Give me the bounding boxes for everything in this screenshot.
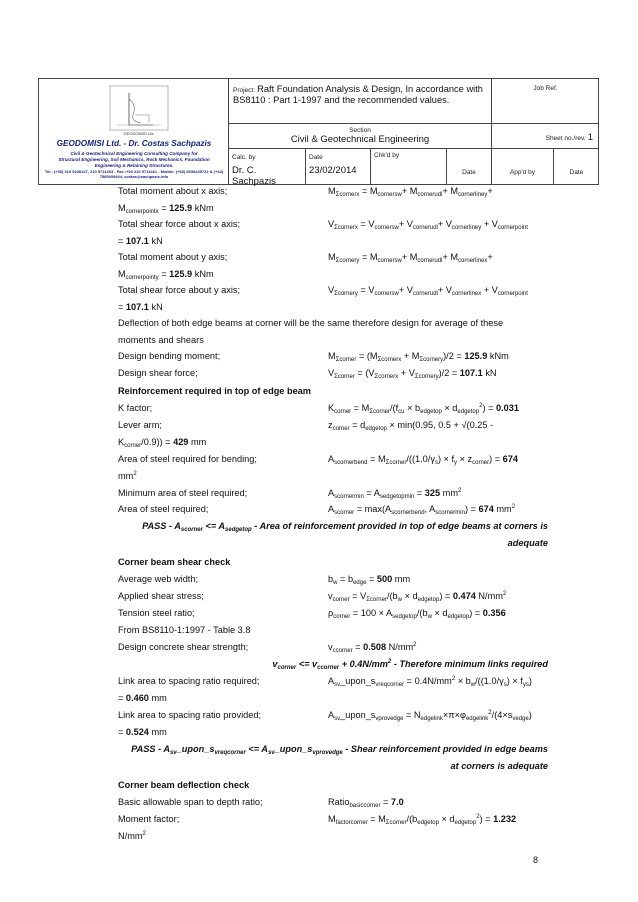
calc-line: moments and shears [118,335,204,345]
calc-line: Design bending moment; [118,351,221,361]
calc-line: $M_{\Sigma cornerx} = M_{cornersw}+ M_{cornerudl}+ M_{cornerliney}+$ [328,186,493,198]
sheet-value: 1 [587,132,593,143]
section-heading: Corner beam deflection check [118,780,250,790]
project-label: Project: [233,87,256,94]
section-heading: Reinforcement required in top of edge beam [118,386,311,396]
section-label: Section [349,127,371,134]
calc-line: Area of steel required; [118,504,209,514]
calc-line: = 0.524 mm [118,727,167,737]
company-description [39,151,229,170]
job-ref-label: Job Ref. [533,85,558,92]
calc-line: Lever arm; [118,420,162,430]
pass-statement: at corners is adequate [450,761,548,771]
calc-line: Link area to spacing ratio required; [118,676,260,686]
calc-line: $V_{\Sigma cornerx} = V_{cornersw}+ V_{cornerudl}+ V_{cornerliney} + V_{cornerpoint}$ [328,219,528,231]
date2-cell [447,149,492,185]
calc-line: Moment factor; [118,814,180,824]
calc-line: $K_{corner} = M_{\Sigma corner}/(f_{cu} \times b_{edgetop} \times d_{edgetop}^2) = 0.031$ [328,403,519,415]
calc-line: K factor; [118,403,153,413]
calc-by-label: Calc. by [232,154,256,161]
logo-caption: GEODOMISI Ltd. [123,131,155,136]
calc-line: $N/mm^2$ [118,831,146,841]
approved-by-cell [492,149,554,185]
project-cell [229,79,492,124]
calc-line: From BS8110-1:1997 - Table 3.8 [118,625,251,635]
checked-by-label: Chk'd by [374,152,400,159]
date2-label: Date [462,169,476,176]
calc-line: $v_{corner} = V_{\Sigma corner}/(b_w \times d_{edgetop}) = 0.474$ $N/mm^2$ [328,591,507,603]
sheet-cell [492,124,599,149]
calc-line: Ratio$_{basiccorner}$ = 7.0 [328,797,404,809]
company-sub-line3: Engineering & Retaining Structures. [94,163,174,169]
calc-by-cell [229,149,306,185]
calc-line: Design concrete shear strength; [118,642,249,652]
calc-line: $A_{scorner} = \max(A_{scornerbend}$, $A_{scornermin}) = 674$ $mm^2$ [328,504,516,516]
calc-line: Total moment about y axis; [118,252,228,262]
company-sub-line1: Civil & Geotechnical Engineering Consulting Company for [70,151,198,156]
calc-line: $b_w = b_{edge} = 500$ mm [328,574,411,586]
section-value: Civil & Geotechnical Engineering [290,134,430,145]
calc-line: $K_{corner}/0.9)) = 429$ mm [118,437,207,449]
calc-line: Total moment about x axis; [118,186,228,196]
pass-statement: PASS - $A_{sv}\_upon\_s_{vreqcorner}$ <= $A_{sv}\_upon\_s_{vprovedge}$ - Shear reinforcement provided in edge beams [131,744,548,756]
calc-line: Deflection of both edge beams at corner will be the same therefore design for average of these [118,318,504,328]
calc-line: $M_{cornerpointy} = 125.9$ kNm [118,269,214,281]
checked-by-cell [371,149,447,185]
date-label: Date [309,154,323,161]
calc-line: $V_{\Sigma corner} = (V_{\Sigma cornerx} + V_{\Sigma cornery})/2 = 107.1$ kN [328,368,497,380]
calc-line: Total shear force about y axis; [118,285,241,295]
company-contact: Tel.: (+30) 210 5238127, 210 5711263 - Fax.:+30 210 5711461 - Mobile: (+30) 6936425722 & (+44) 7585939944, costas@sachpazis.info [44,169,224,180]
project-value: Raft Foundation Analysis & Design, In accordance with BS8110 : Part 1-1997 and the recommended values. [233,84,483,105]
section-cell [229,124,492,149]
date3-label: Date [569,169,584,176]
calc-line: $M_{factorcorner} = M_{\Sigma corner}/(b_{edgetop} \times d_{edgetop}^2) = 1.232$ [328,814,517,826]
calc-line: $\rho_{corner} = 100 \times A_{sedgetop}/(b_w \times d_{edgetop}) = 0.356$ [328,608,506,620]
calc-line: = 107.1 kN [118,302,163,312]
calc-line: = 0.460 mm [118,693,167,703]
date3-cell [554,149,599,185]
calc-line: Link area to spacing ratio provided; [118,710,262,720]
company-sub-line2: Structural Engineering, Soil Mechanics, Rock Mechanics, Foundation [58,157,210,163]
page-number: 8 [533,855,539,865]
calc-line: $mm^2$ [118,471,137,481]
calc-line: Minimum area of steel required; [118,488,248,498]
calc-line: $z_{corner} = d_{edgetop} \times \min(0.95$, 0.5 + √(0.25 - [328,420,494,432]
calc-line: = 107.1 kN [118,236,163,246]
pass-statement: PASS - $A_{scorner} <= A_{sedgetop}$ - Area of reinforcement provided in top of edge beams at corners is [142,521,548,533]
calc-line: $v_{ccorner} = 0.508$ $N/mm^2$ [328,642,417,654]
job-ref-cell [492,79,599,124]
date-value: 23/02/2014 [309,165,357,176]
company-logo-icon [109,85,169,137]
company-logo-box [39,79,229,185]
calc-line: $A_{scornermin} = A_{sedgetopmin} = 325$ $mm^2$ [328,488,462,500]
calc-by-value: Dr. C. Sachpazis [232,165,276,187]
calc-line: $A_{sv}\_upon\_s_{vprovedge} = N_{edgelink}\times\pi\times\varphi_{edgelink}^2/(4\times s_{vedge})$ [328,710,532,722]
calc-line: Area of steel required for bending; [118,454,257,464]
document-header [38,78,599,185]
calc-line: $A_{scornerbend} = M_{\Sigma corner}/((1.0/\gamma_s) \times f_y \times z_{corner}) = 674$ [328,454,518,466]
sheet-label: Sheet no./rev. [545,135,586,142]
pass-statement: adequate [507,538,548,548]
approved-by-label: App'd by [509,169,536,176]
calc-line: Average web width; [118,574,199,584]
pass-statement: $v_{corner} <= v_{ccorner} + 0.4N/mm^2$ - Therefore minimum links required [272,659,548,671]
calc-line: Design shear force; [118,368,198,378]
date-cell [306,149,371,185]
calc-line: Tension steel ratio; [118,608,195,618]
section-heading: Corner beam shear check [118,557,231,567]
calc-line: Basic allowable span to depth ratio; [118,797,263,807]
calc-line: Total shear force about x axis; [118,219,241,229]
calc-line: $M_{cornerpointx} = 125.9$ kNm [118,203,214,215]
calc-line: $V_{\Sigma cornery} = V_{cornersw}+ V_{cornerudl}+ V_{cornerlinex} + V_{cornerpoint}$ [328,285,528,297]
calc-line: $A_{sv}\_upon\_s_{vreqcorner} = 0.4N/mm^2 \times b_w/((1.0/\gamma_s) \times f_{ys})$ [328,676,532,688]
calc-line: $M_{\Sigma corner} = (M_{\Sigma cornerx} + M_{\Sigma cornery})/2 = 125.9$ kNm [328,351,509,363]
calc-line: Applied shear stress; [118,591,204,601]
company-name: GEODOMISI Ltd. - Dr. Costas Sachpazis [56,139,212,148]
calc-line: $M_{\Sigma cornery} = M_{cornersw}+ M_{cornerudl}+ M_{cornerlinex}+$ [328,252,493,264]
